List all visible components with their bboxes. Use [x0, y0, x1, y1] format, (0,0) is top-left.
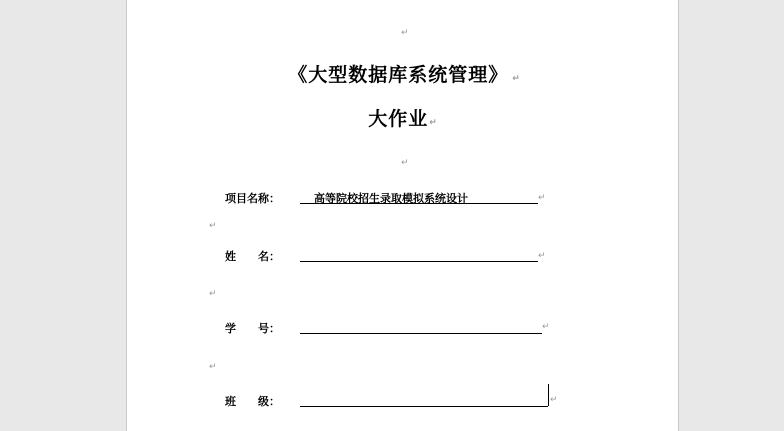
name-label: 姓 名：	[225, 250, 280, 263]
project-name-label: 项目名称：	[225, 192, 280, 205]
paragraph-mark: ↵	[538, 193, 546, 203]
document-subtitle: 大作业↵	[368, 108, 438, 130]
paragraph-mark: ↵	[209, 362, 217, 372]
class-label: 班 级：	[225, 395, 280, 408]
paragraph-mark: ↵	[209, 289, 217, 299]
class-field[interactable]	[300, 394, 548, 407]
paragraph-mark: ↵	[209, 221, 217, 231]
student-id-label: 学 号：	[225, 322, 280, 335]
document-page[interactable]	[126, 0, 679, 431]
paragraph-mark: ↵	[550, 395, 558, 405]
name-field[interactable]	[300, 249, 538, 262]
paragraph-mark: ↵	[401, 28, 409, 38]
text-cursor	[548, 384, 549, 406]
document-title: 《大型数据库系统管理》 ↵	[288, 64, 521, 86]
project-name-value: 高等院校招生录取模拟系统设计	[314, 192, 468, 205]
paragraph-mark: ↵	[512, 74, 521, 84]
paragraph-mark: ↵	[429, 118, 438, 128]
paragraph-mark: ↵	[542, 322, 550, 332]
paragraph-mark: ↵	[538, 251, 546, 261]
student-id-field[interactable]	[300, 321, 542, 334]
paragraph-mark: ↵	[401, 158, 409, 168]
